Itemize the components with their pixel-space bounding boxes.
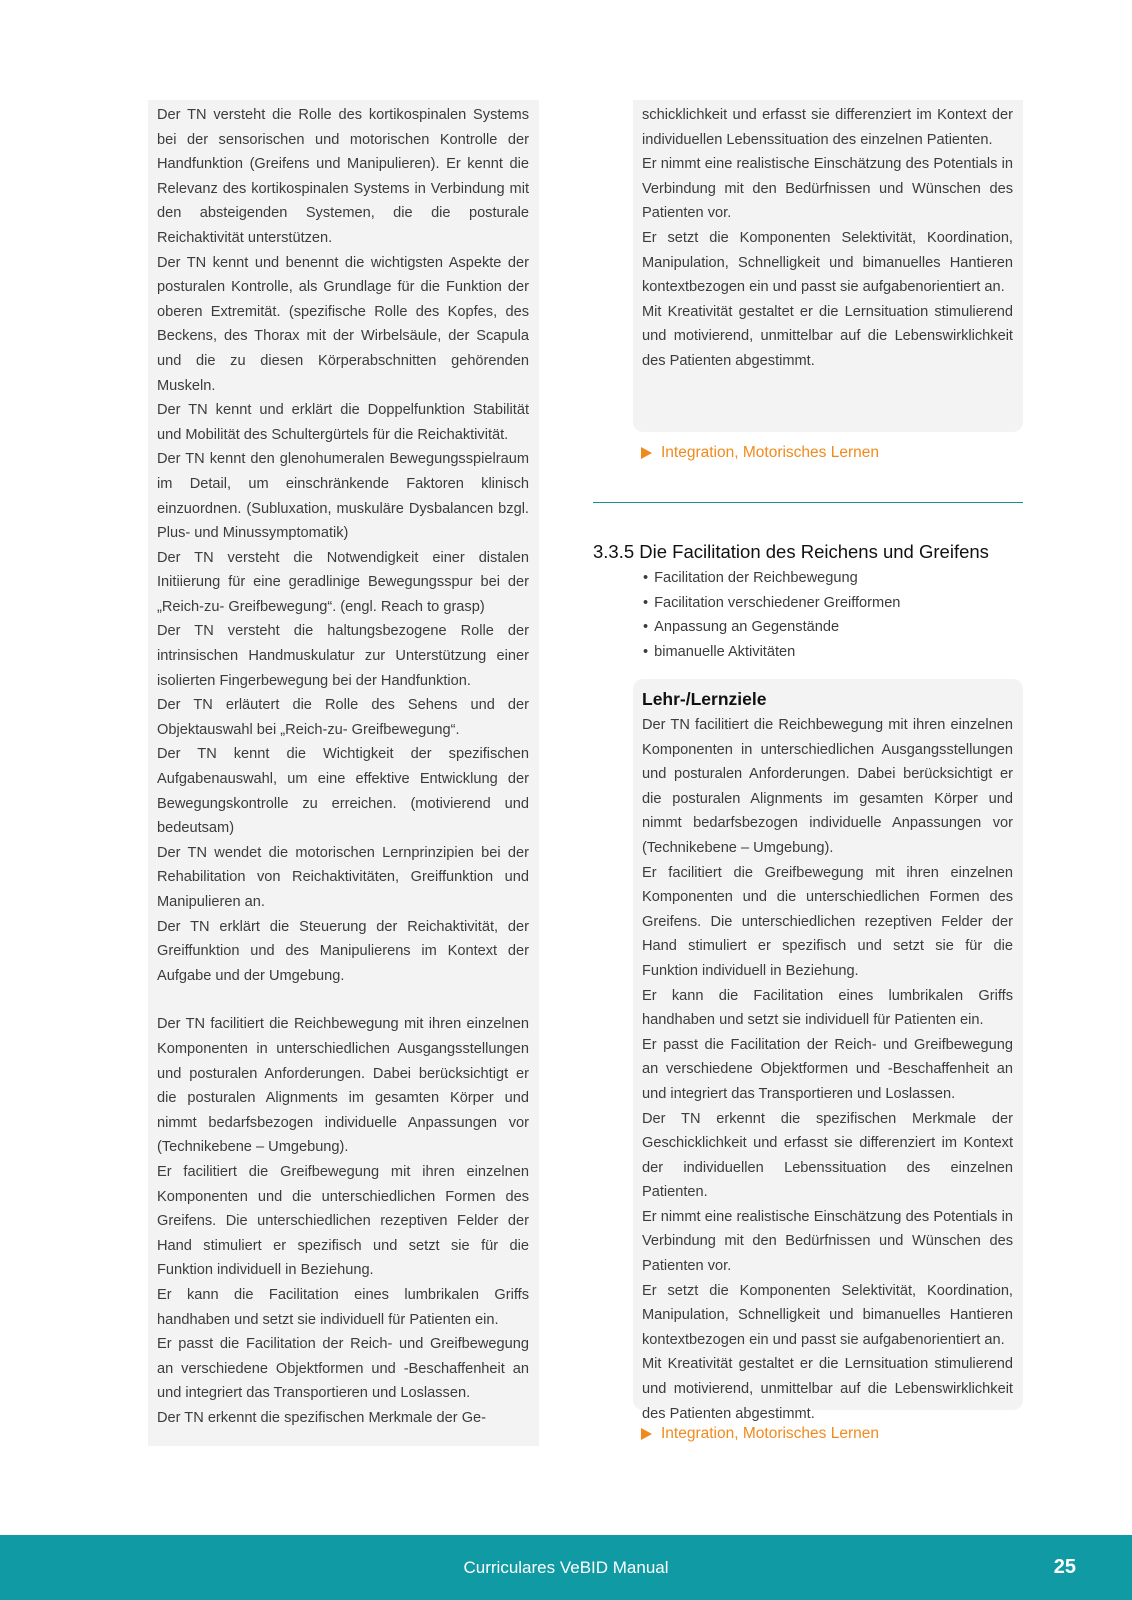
paragraph: Er facilitiert die Greifbewegung mit ihren einzelnen Komponenten und die unterschiedlichen Formen des Greifens. Die unterschiedlichen rezeptiven Felder der Hand stimuliert er spezifisch und setzt sie für die Funktion individuell in Beziehung. — [642, 864, 1013, 979]
section-heading: 3.3.5 Die Facilitation des Reichens und Greifens — [593, 541, 989, 562]
play-triangle-icon — [641, 447, 652, 459]
paragraph: Der TN kennt und benennt die wichtigsten Aspekte der posturalen Kontrolle, als Grundlage für die Funktion der oberen Extremität. (spezifische Rolle des Kopfes, des Beckens, des Thorax mit der Wirbelsäule, der Scapula und die zu diesen Körperabschnitten gehörenden Muskeln. — [157, 254, 529, 394]
paragraph: Der TN erläutert die Rolle des Sehens und der Objektauswahl bei „Reich-zu- Greifbewegung“. — [157, 697, 529, 738]
paragraph: Er kann die Facilitation eines lumbrikalen Griffs handhaben und setzt sie individuell für Patienten ein. — [642, 987, 1013, 1029]
paragraph: Er passt die Facilitation der Reich- und Greifbewegung an verschiedene Objektformen und -Beschaffenheit an und integriert das Transportieren und Loslassen. — [642, 1036, 1013, 1102]
section-divider — [593, 502, 1023, 503]
paragraph: Der TN erkennt die spezifischen Merkmale der Geschicklichkeit und erfasst sie differenziert im Kontext der individuellen Lebenssituation des einzelnen Patienten. — [642, 1110, 1013, 1201]
paragraph: schicklichkeit und erfasst sie differenziert im Kontext der individuellen Lebenssituation des einzelnen Patienten. — [642, 107, 1013, 148]
paragraph: Der TN kennt und erklärt die Doppelfunktion Stabilität und Mobilität des Schultergürtels für die Reichaktivität. — [157, 402, 529, 443]
paragraph: Der TN kennt die Wichtigkeit der spezifischen Aufgabenauswahl, um eine effektive Entwicklung der Bewegungskontrolle zu erreichen. (motivierend und bedeutsam) — [157, 746, 529, 837]
list-item: • Anpassung an Gegenstände — [643, 615, 900, 640]
list-item: • bimanuelle Aktivitäten — [643, 640, 900, 665]
list-item: • Facilitation verschiedener Greifformen — [643, 591, 900, 616]
paragraph: Er setzt die Komponenten Selektivität, Koordination, Manipulation, Schnelligkeit und bimanuelles Hantieren kontextbezogen ein und passt sie aufgabenorientiert an. — [642, 229, 1013, 296]
section-bullet-list — [643, 566, 900, 664]
paragraph: Der TN facilitiert die Reichbewegung mit ihren einzelnen Komponenten in unterschiedlichen Ausgangsstellungen und posturalen Anforderungen. Dabei berücksichtigt er die posturalen Alignments im gesamten Körper und nimmt bedarfsbezogen individuelle Anpassungen vor (Technikebene – Umgebung). — [642, 717, 1013, 856]
paragraph: Der TN erklärt die Steuerung der Reichaktivität, der Greiffunktion und des Manipulierens im Kontext der Aufgabe und der Umgebung. — [157, 918, 529, 984]
play-triangle-icon — [641, 1428, 652, 1440]
paragraph: Er nimmt eine realistische Einschätzung des Potentials in Verbindung mit den Bedürfnissen und Wünschen des Patienten vor. — [642, 156, 1013, 222]
paragraph: Der TN erkennt die spezifischen Merkmale der Ge- — [157, 1409, 487, 1426]
paragraph: Der TN versteht die Notwendigkeit einer distalen Initiierung für eine geradlinige Bewegungsspur bei der „Reich-zu- Greifbewegung“. (engl. Reach to grasp) — [157, 549, 529, 615]
link-label: Integration, Motorisches Lernen — [661, 1425, 879, 1442]
paragraph: Der TN kennt den glenohumeralen Bewegungsspielraum im Detail, um einschränkende Faktoren klinisch einzuordnen. (Subluxation, muskuläre Dysbalancen bzgl. Plus- und Minussymptomatik) — [157, 451, 529, 542]
paragraph: Er nimmt eine realistische Einschätzung des Potentials in Verbindung mit den Bedürfnissen und Wünschen des Patienten vor. — [642, 1208, 1013, 1275]
page-number: 25 — [1053, 1556, 1076, 1578]
integration-link-bottom[interactable] — [641, 1423, 879, 1445]
left-learning-goals-box — [148, 100, 539, 1446]
list-item: • Facilitation der Reichbewegung — [643, 566, 900, 591]
paragraph: Er setzt die Komponenten Selektivität, Koordination, Manipulation, Schnelligkeit und bimanuelles Hantieren kontextbezogen ein und passt sie aufgabenorientiert an. — [642, 1282, 1013, 1348]
paragraph-gap — [157, 988, 529, 1012]
paragraph: Er passt die Facilitation der Reich- und Greifbewegung an verschiedene Objektformen und -Beschaffenheit an und integriert das Transportieren und Loslassen. — [157, 1336, 529, 1402]
right-learning-goals-box — [633, 679, 1023, 1422]
paragraph: Er kann die Facilitation eines lumbrikalen Griffs handhaben und setzt sie individuell für Patienten ein. — [157, 1286, 529, 1328]
right-continuation-box — [633, 100, 1023, 432]
link-label: Integration, Motorisches Lernen — [661, 444, 879, 461]
paragraph: Der TN versteht die Rolle des kortikospinalen Systems bei der sensorischen und motorischen Kontrolle der Handfunktion (Greifens und Manipulieren). Er kennt die Relevanz des kortikospinalen Systems in Verbindung mit den absteigenden Systemen, die die posturale Reichaktivität unterstützen. — [157, 107, 529, 246]
paragraph: Der TN versteht die haltungsbezogene Rolle der intrinsischen Handmuskulatur zur Unterstützung einer isolierten Fingerbewegung bei der Handfunktion. — [157, 623, 529, 689]
box-title: Lehr-/Lernziele — [642, 689, 767, 709]
footer-bar — [0, 1535, 1132, 1600]
integration-link-top[interactable] — [641, 442, 879, 464]
paragraph: Er facilitiert die Greifbewegung mit ihren einzelnen Komponenten und die unterschiedlichen Formen des Greifens. Die unterschiedlichen rezeptiven Felder der Hand stimuliert er spezifisch und setzt sie für die Funktion individuell in Beziehung. — [157, 1163, 529, 1279]
footer-title: Curriculares VeBID Manual — [463, 1558, 669, 1577]
paragraph: Der TN facilitiert die Reichbewegung mit ihren einzelnen Komponenten in unterschiedlichen Ausgangsstellungen und posturalen Anforderungen. Dabei berücksichtigt er die posturalen Alignments im gesamten Körper und nimmt bedarfsbezogen individuelle Anpassungen vor (Technikebene – Umgebung). — [157, 1016, 529, 1156]
paragraph: Der TN wendet die motorischen Lernprinzipien bei der Rehabilitation von Reichaktivitäten, Greiffunktion und Manipulieren an. — [157, 844, 529, 910]
paragraph: Mit Kreativität gestaltet er die Lernsituation stimulierend und motivierend, unmittelbar auf die Lebenswirklichkeit des Patienten abgestimmt. — [642, 1356, 1013, 1422]
paragraph: Mit Kreativität gestaltet er die Lernsituation stimulierend und motivierend, unmittelbar auf die Lebenswirklichkeit des Patienten abgestimmt. — [642, 303, 1013, 369]
